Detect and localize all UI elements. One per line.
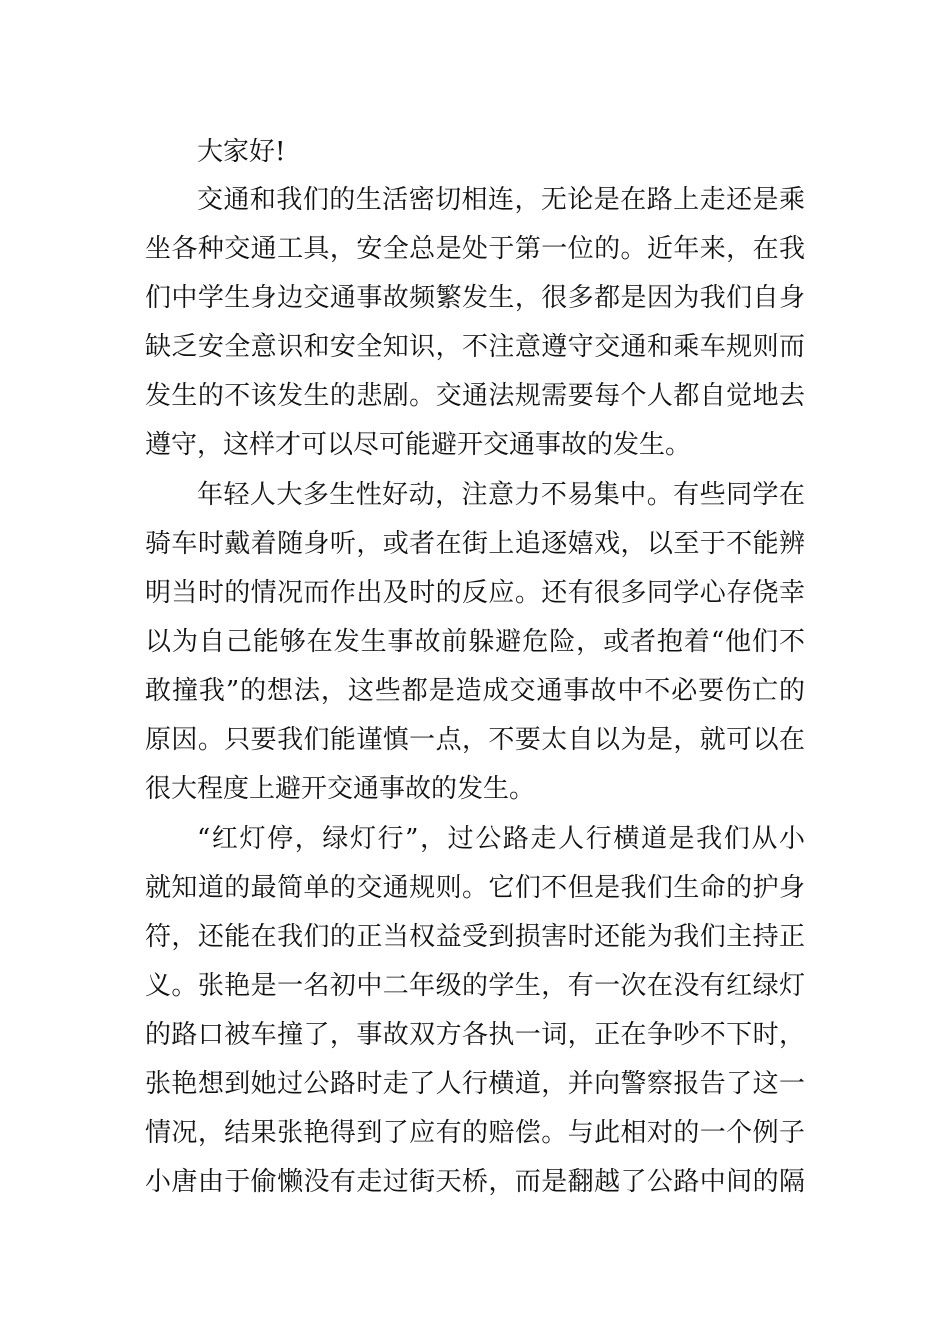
- paragraph-3-line-2: 就知道的最简单的交通规则。它们不但是我们生命的护身: [145, 873, 805, 903]
- paragraph-1-line-6: 遵守，这样才可以尽可能避开交通事故的发生。: [145, 430, 692, 460]
- paragraph-1-line-4: 缺乏安全意识和安全知识，不注意遵守交通和乘车规则而: [145, 332, 805, 362]
- paragraph-2-line-7: 很大程度上避开交通事故的发生。: [145, 774, 536, 804]
- paragraph-3-line-3: 符，还能在我们的正当权益受到损害时还能为我们主持正: [145, 922, 805, 952]
- paragraph-3-line-7: 情况，结果张艳得到了应有的赔偿。与此相对的一个例子: [145, 1118, 805, 1148]
- paragraph-3-line-5: 的路口被车撞了，事故双方各执一词，正在争吵不下时，: [145, 1020, 805, 1050]
- paragraph-1-line-5: 发生的不该发生的悲剧。交通法规需要每个人都自觉地去: [145, 381, 805, 411]
- paragraph-3-line-4: 义。张艳是一名初中二年级的学生，有一次在没有红绿灯: [145, 971, 805, 1001]
- paragraph-2-line-3: 明当时的情况而作出及时的反应。还有很多同学心存侥幸: [145, 578, 805, 608]
- paragraph-1-line-1: 交通和我们的生活密切相连，无论是在路上走还是乘: [197, 185, 805, 215]
- paragraph-2-line-6: 原因。只要我们能谨慎一点，不要太自以为是，就可以在: [145, 725, 805, 755]
- paragraph-2-line-5: 敢撞我”的想法，这些都是造成交通事故中不必要伤亡的: [145, 676, 805, 706]
- paragraph-1-line-3: 们中学生身边交通事故频繁发生，很多都是因为我们自身: [145, 283, 805, 313]
- paragraph-2-line-2: 骑车时戴着随身听，或者在街上追逐嬉戏，以至于不能辨: [145, 529, 805, 559]
- paragraph-2-line-1: 年轻人大多生性好动，注意力不易集中。有些同学在: [197, 480, 805, 510]
- greeting: 大家好!: [197, 137, 286, 167]
- paragraph-3-line-1: “红灯停，绿灯行”，过公路走人行横道是我们从小: [197, 824, 805, 854]
- paragraph-1-line-2: 坐各种交通工具，安全总是处于第一位的。近年来，在我: [145, 234, 805, 264]
- paragraph-3-line-6: 张艳想到她过公路时走了人行横道，并向警察报告了这一: [145, 1069, 805, 1099]
- paragraph-3-line-8: 小唐由于偷懒没有走过街天桥，而是翻越了公路中间的隔: [145, 1167, 805, 1197]
- paragraph-2-line-4: 以为自己能够在发生事故前躲避危险，或者抱着“他们不: [145, 627, 805, 657]
